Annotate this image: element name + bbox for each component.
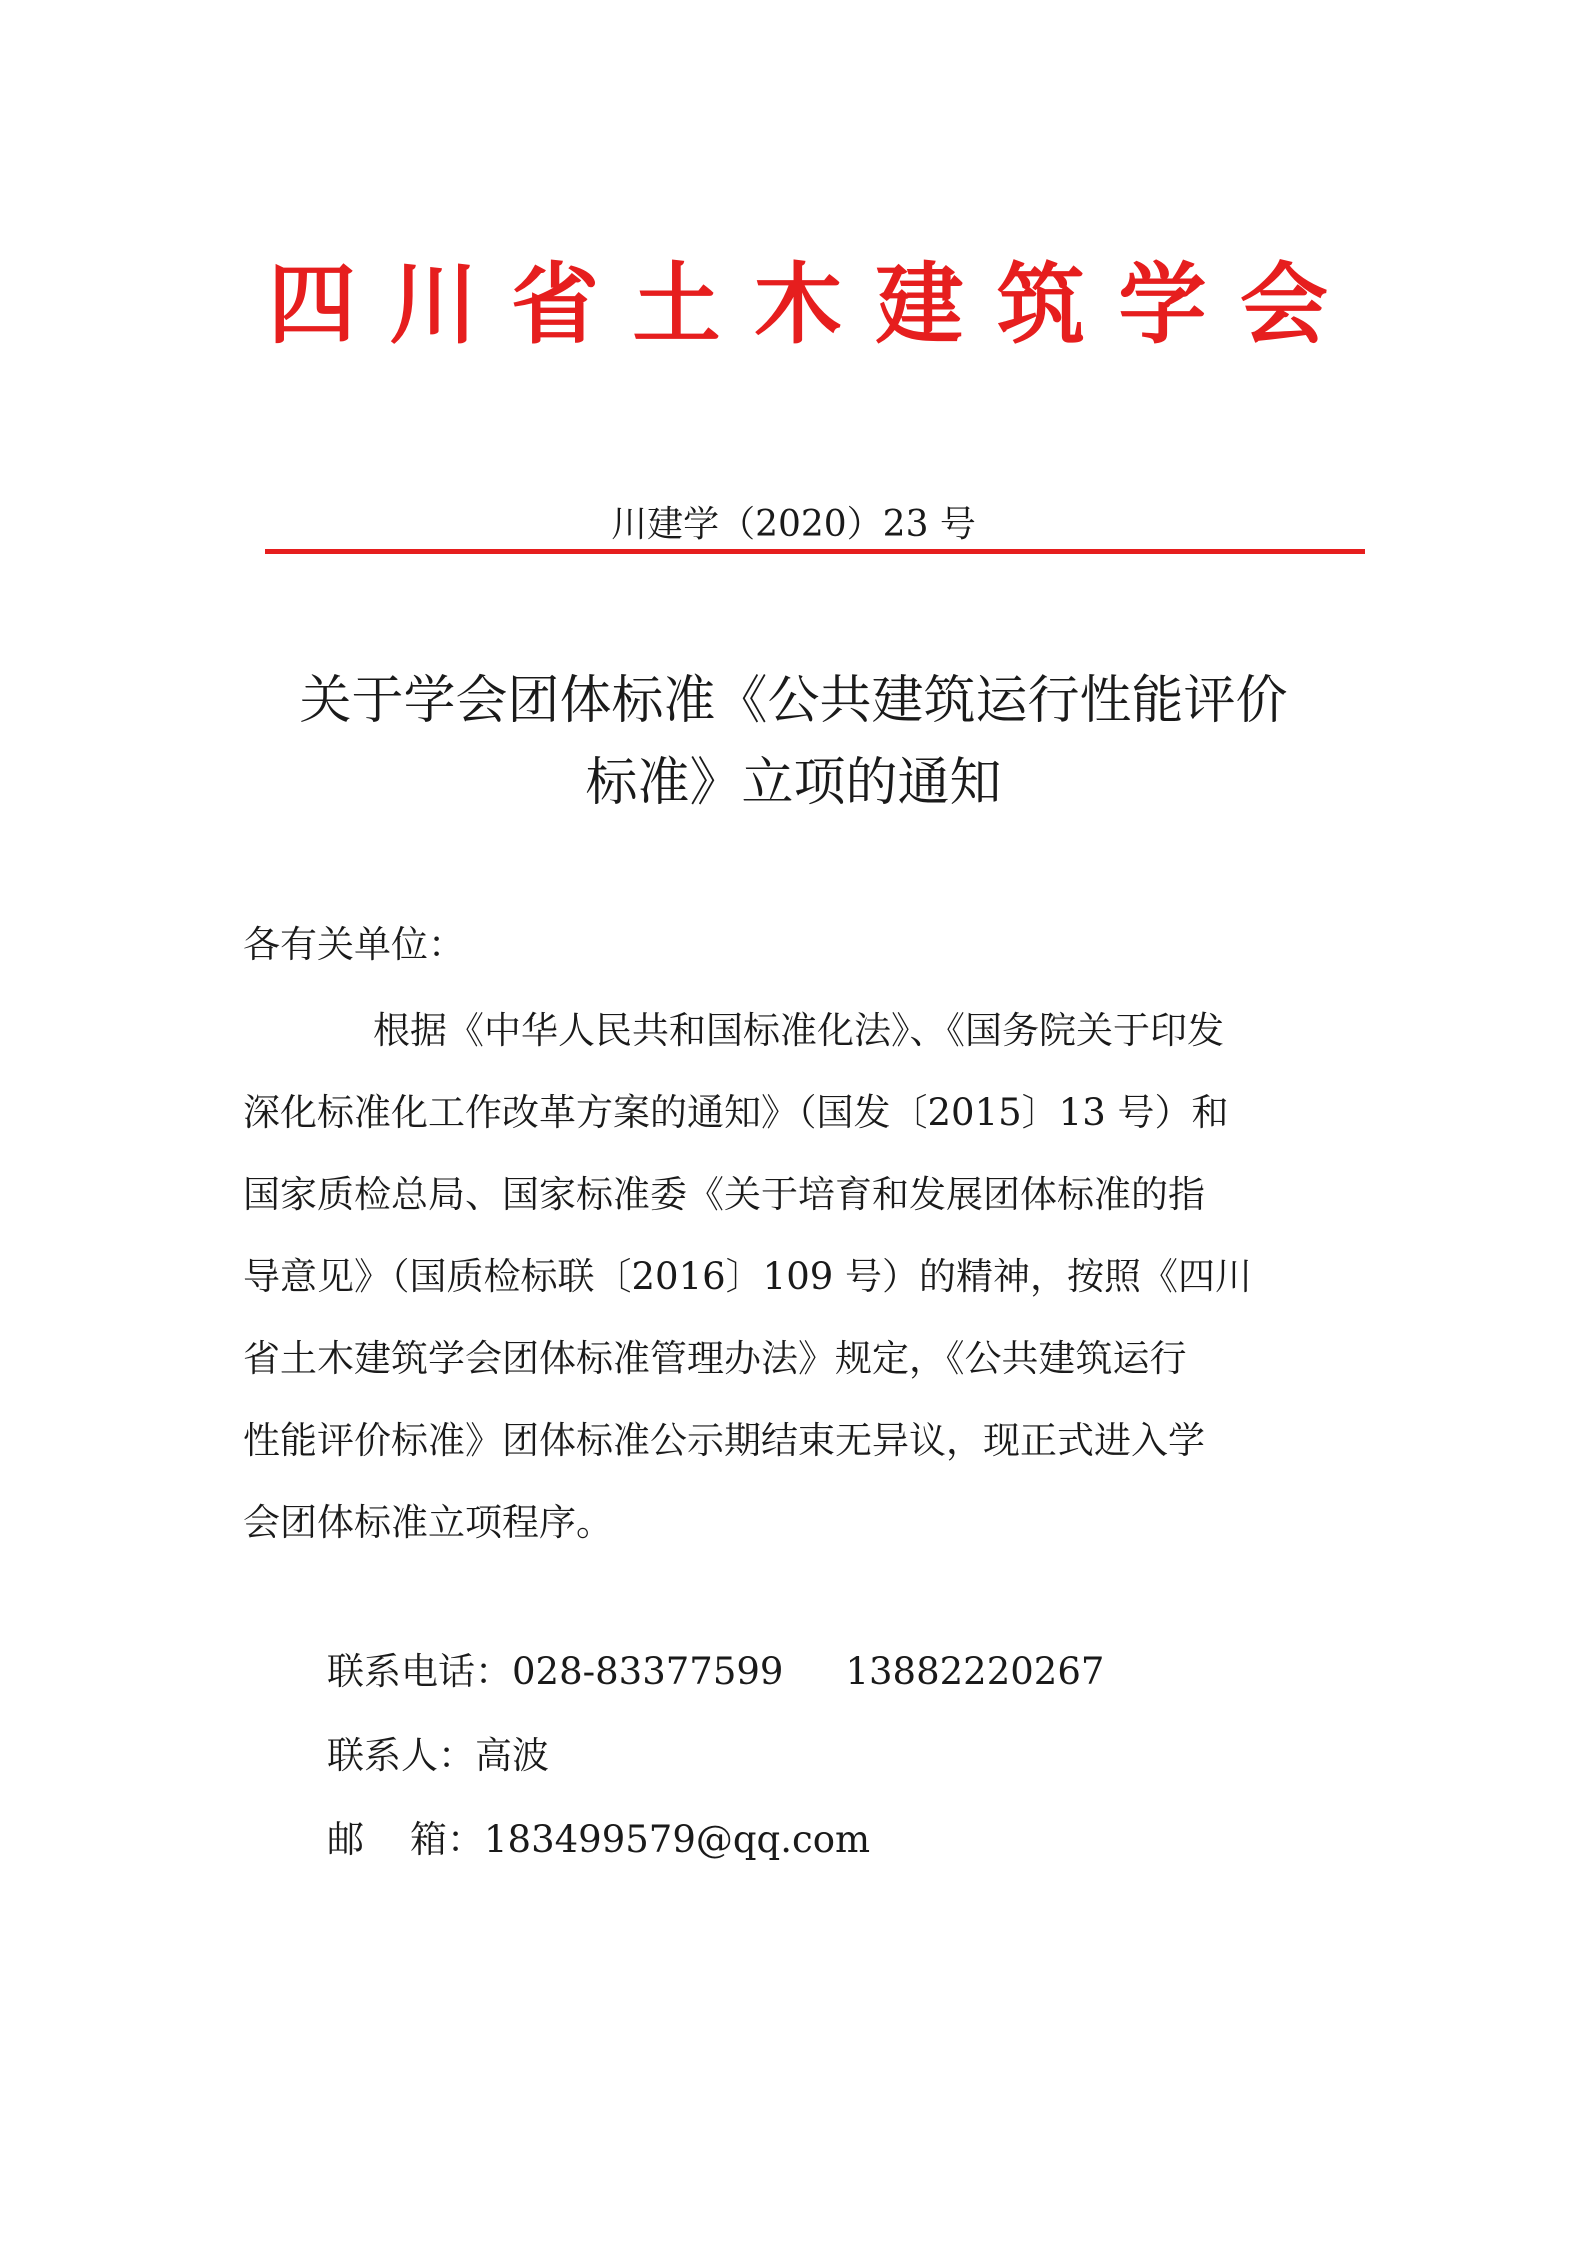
- body-line: [243, 990, 1353, 1072]
- notice-title-line: 关于学会团体标准《公共建筑运行性能评价: [299, 671, 1288, 731]
- org-title-char: 学: [1118, 253, 1207, 356]
- phone-number-2: 13882220267: [845, 1650, 1105, 1693]
- body-line-text: 会团体标准立项程序。: [243, 1501, 613, 1544]
- body-line: [243, 1482, 1353, 1564]
- contact-info: [327, 1630, 1104, 1882]
- org-title-char: 四: [268, 253, 357, 356]
- body-line: [243, 1236, 1353, 1318]
- notice-title-line: 标准》立项的通知: [585, 753, 1002, 813]
- org-title-char: 省: [510, 253, 599, 356]
- salutation: 各有关单位：: [243, 923, 465, 966]
- org-title-char: 会: [1239, 253, 1328, 356]
- document-number: 川建学（2020）23 号: [611, 504, 976, 545]
- phone-number-1: 028-83377599: [512, 1650, 784, 1693]
- phone-label: 联系电话：: [327, 1650, 512, 1693]
- org-title-char: 川: [389, 253, 478, 356]
- body-line: [243, 1154, 1353, 1236]
- organization-title: [268, 255, 1328, 355]
- email-label-part: 箱：: [410, 1818, 484, 1861]
- org-title-char: 木: [753, 253, 842, 356]
- contact-phone-row: [327, 1630, 1104, 1714]
- notice-title: [230, 660, 1357, 824]
- body-line-text: 根据《中华人民共和国标准化法》、《国务院关于印发: [373, 1009, 1224, 1052]
- red-divider-rule: [265, 549, 1365, 554]
- body-line: [243, 1072, 1353, 1154]
- contact-person-row: [327, 1714, 1104, 1798]
- body-line-text: 导意见》（国质检标联〔2016〕109 号）的精神，按照《四川: [243, 1255, 1253, 1298]
- body-line-text: 国家质检总局、国家标准委《关于培育和发展团体标准的指: [243, 1173, 1205, 1216]
- person-name: 高波: [475, 1734, 549, 1777]
- email-address: 183499579@qq.com: [484, 1818, 871, 1861]
- org-title-char: 土: [632, 253, 721, 356]
- body-paragraph: [243, 990, 1353, 1564]
- person-label: 联系人：: [327, 1734, 475, 1777]
- contact-email-row: [327, 1798, 1104, 1882]
- body-line-text: 性能评价标准》团体标准公示期结束无异议，现正式进入学: [243, 1419, 1205, 1462]
- body-line: [243, 1318, 1353, 1400]
- org-title-char: 建: [875, 253, 964, 356]
- email-label-part: 邮: [327, 1818, 364, 1861]
- body-line-text: 省土木建筑学会团体标准管理办法》规定，《公共建筑运行: [243, 1337, 1187, 1380]
- org-title-char: 筑: [996, 253, 1085, 356]
- body-line-text: 深化标准化工作改革方案的通知》（国发〔2015〕13 号）和: [243, 1091, 1229, 1134]
- body-line: [243, 1400, 1353, 1482]
